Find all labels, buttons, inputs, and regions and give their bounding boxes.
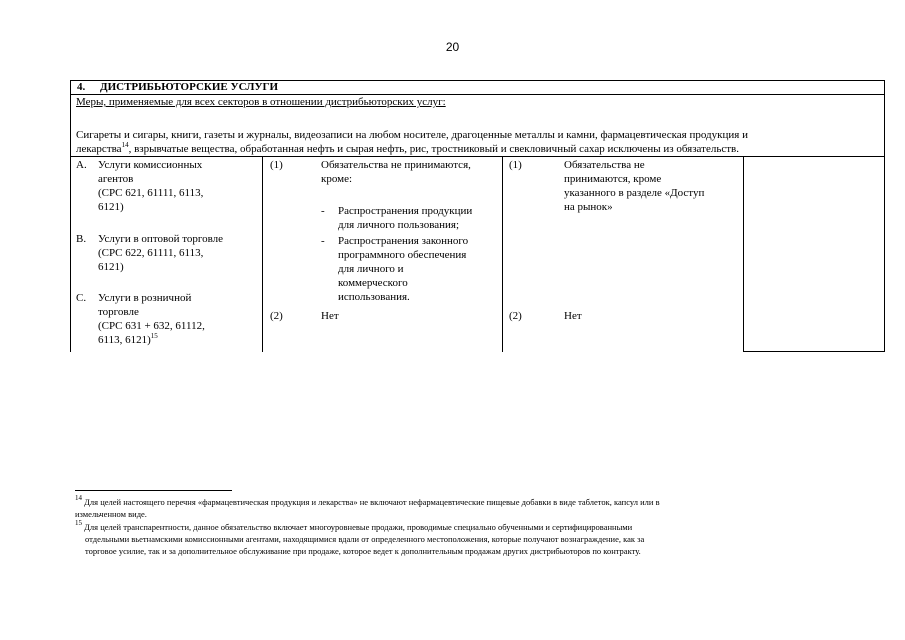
footnote-15-continuation: торговое усилие, так и за дополнительное обслуживание при продаже, которое ведет к дополнительным продажам других дистрибьюторов по контракту. xyxy=(85,546,641,556)
national-treatment-mode-1-text: на рынок» xyxy=(564,201,613,213)
footnote-separator xyxy=(75,490,232,491)
bullet-dash: - xyxy=(321,235,325,247)
bullet-item-text: Распространения продукции xyxy=(338,205,473,217)
commitment-schedule-table xyxy=(70,80,885,352)
heading-divider xyxy=(70,94,885,95)
footnote-number: 15 xyxy=(75,519,82,527)
national-treatment-mode-1-text: принимаются, кроме xyxy=(564,173,662,185)
national-treatment-mode-1-label: (1) xyxy=(509,159,522,171)
sector-b-line: 6121) xyxy=(98,261,124,273)
bullet-item-text: для личного и xyxy=(338,263,404,275)
bullet-dash: - xyxy=(321,205,325,217)
exclusion-text-part-b: , взрывчатые вещества, обработанная нефть и сырая нефть, рис, тростниковый и свекловичный сахар исключены из обязательств. xyxy=(128,143,739,155)
national-treatment-mode-1-text: указанного в разделе «Доступ xyxy=(564,187,705,199)
sector-a-line: (CPC 621, 61111, 6113, xyxy=(98,187,204,199)
section-title: ДИСТРИБЬЮТОРСКИЕ УСЛУГИ xyxy=(100,81,279,93)
footnote-15-continuation: отдельными вьетнамскими комиссионными агентами, находящимися вдали от определенного местоположения, которые получают вознаграждение, как за xyxy=(85,534,645,544)
exclusion-text-line-1: Сигареты и сигары, книги, газеты и журналы, видеозаписи на любом носителе, драгоценные металлы и камни, фармацевтическая продукция и xyxy=(76,129,748,141)
footnote-14 xyxy=(75,494,660,508)
bullet-item-text: Распространения законного xyxy=(338,235,469,247)
sector-b-letter: B. xyxy=(76,233,87,245)
table-left-border xyxy=(70,80,71,352)
market-access-mode-1-text: Обязательства не принимаются, xyxy=(321,159,471,171)
national-treatment-mode-1-text: Обязательства не xyxy=(564,159,645,171)
column-divider-1 xyxy=(262,156,263,352)
footnote-number: 14 xyxy=(75,494,82,502)
section-number: 4. xyxy=(77,81,86,93)
column-divider-3 xyxy=(743,156,744,352)
sector-c-line: (CPC 631 + 632, 61112, xyxy=(98,320,205,332)
bullet-item-text: использования. xyxy=(338,291,410,303)
sector-b-line: (CPC 622, 61111, 6113, xyxy=(98,247,204,259)
exclusion-text-line-2 xyxy=(76,143,739,156)
market-access-mode-1-text: кроме: xyxy=(321,173,353,185)
additional-column-bottom xyxy=(743,351,885,352)
footnote-text: Для целей транспарентности, данное обязательство включает многоуровневые продажи, проводимые специально обученными и сертифицированными xyxy=(84,522,633,532)
sector-a-line: Услуги комиссионных xyxy=(98,159,203,171)
bullet-item-text: коммерческого xyxy=(338,277,408,289)
sector-row-divider xyxy=(70,156,885,157)
footnote-ref-15: 15 xyxy=(150,332,158,340)
footnote-14-continuation: измельченном виде. xyxy=(75,509,147,519)
bullet-item-text: для личного пользования; xyxy=(338,219,460,231)
column-divider-2 xyxy=(502,156,503,352)
sector-a-letter: A. xyxy=(76,159,87,171)
page-number: 20 xyxy=(445,40,460,54)
sector-c-last-line: 6113, 6121) xyxy=(98,334,151,346)
footnote-15 xyxy=(75,519,633,533)
measures-heading: Меры, применяемые для всех секторов в отношении дистрибьюторских услуг: xyxy=(76,96,446,108)
national-treatment-mode-2-text: Нет xyxy=(564,310,582,322)
sector-a-line: агентов xyxy=(98,173,134,185)
footnote-text: Для целей настоящего перечня «фармацевтическая продукция и лекарства» не включают нефармацевтические пищевые добавки в виде таблеток, капсул или в xyxy=(84,497,660,507)
exclusion-text-part-a: лекарства xyxy=(76,143,122,155)
sector-c-line xyxy=(98,334,158,347)
sector-c-line: Услуги в розничной xyxy=(98,292,192,304)
sector-c-line: торговле xyxy=(98,306,139,318)
sector-a-line: 6121) xyxy=(98,201,124,213)
market-access-mode-2-text: Нет xyxy=(321,310,339,322)
sector-b-line: Услуги в оптовой торговле xyxy=(98,233,224,245)
market-access-mode-2-label: (2) xyxy=(270,310,283,322)
sector-c-letter: C. xyxy=(76,292,87,304)
table-right-border xyxy=(884,80,885,352)
national-treatment-mode-2-label: (2) xyxy=(509,310,522,322)
footnote-ref-14: 14 xyxy=(121,141,129,149)
bullet-item-text: программного обеспечения xyxy=(338,249,467,261)
market-access-mode-1-label: (1) xyxy=(270,159,283,171)
